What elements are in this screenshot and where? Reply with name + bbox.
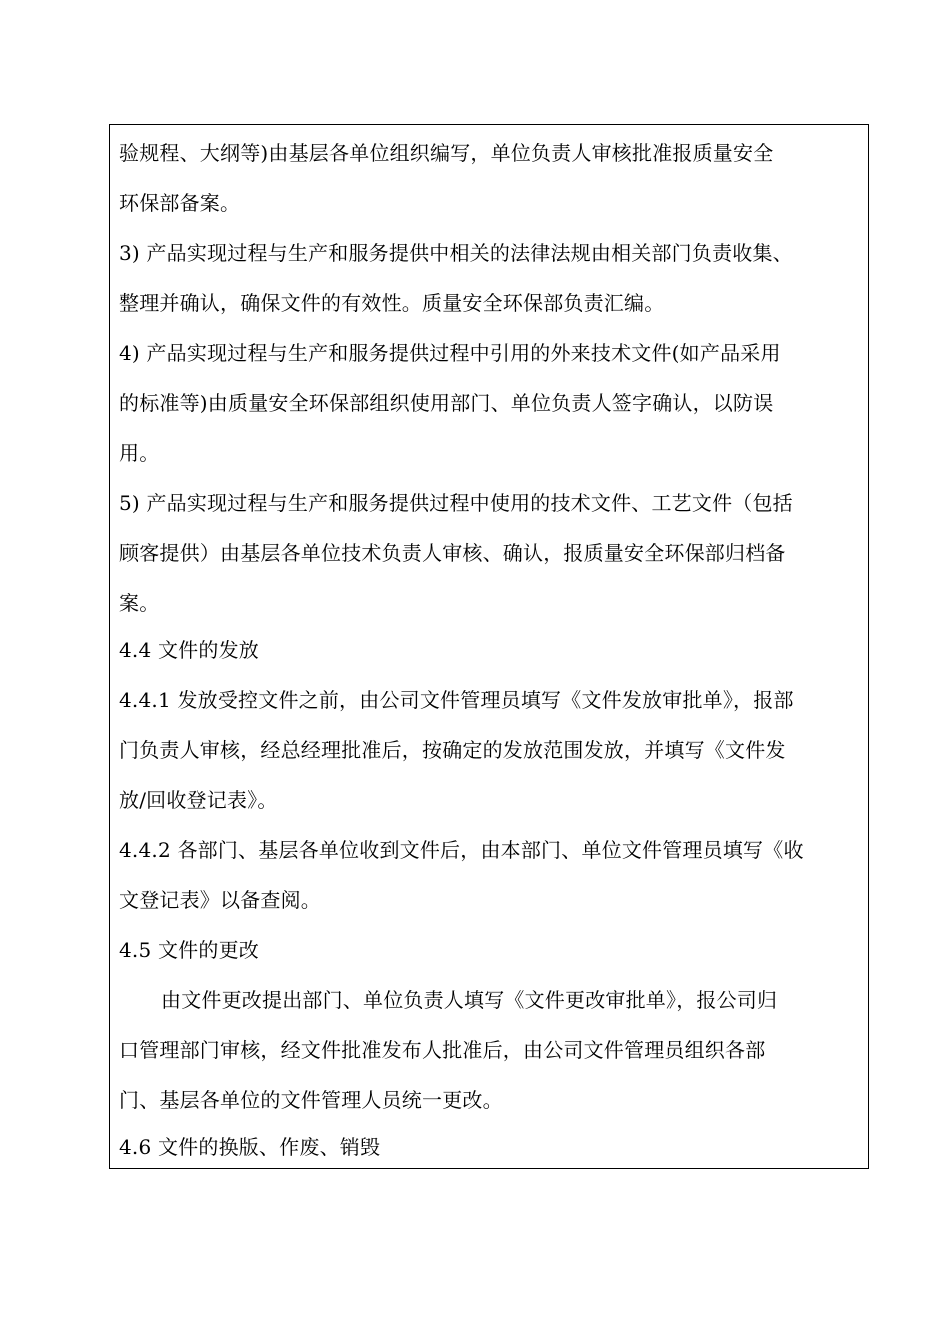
text-line-18: 由文件更改提出部门、单位负责人填写《文件更改审批单》，报公司归 <box>161 988 778 1012</box>
text-line-14: 放/回收登记表》。 <box>119 788 278 812</box>
text-line-12: 4.4.1 发放受控文件之前，由公司文件管理员填写《文件发放审批单》，报部 <box>119 688 794 712</box>
section-heading-4-6: 4.6 文件的换版、作废、销毁 <box>119 1135 381 1159</box>
text-line-3: 3) 产品实现过程与生产和服务提供中相关的法律法规由相关部门负责收集、 <box>119 241 793 265</box>
text-line-13: 门负责人审核，经总经理批准后，按确定的发放范围发放，并填写《文件发 <box>119 738 786 762</box>
text-line-16: 文登记表》以备查阅。 <box>119 888 321 912</box>
text-line-19: 口管理部门审核，经文件批准发布人批准后，由公司文件管理员组织各部 <box>119 1038 766 1062</box>
text-line-4: 整理并确认，确保文件的有效性。质量安全环保部负责汇编。 <box>119 291 665 315</box>
text-line-5: 4) 产品实现过程与生产和服务提供过程中引用的外来技术文件(如产品采用 <box>119 341 781 365</box>
text-line-1: 验规程、大纲等)由基层各单位组织编写，单位负责人审核批准报质量安全 <box>119 141 774 165</box>
text-line-8: 5) 产品实现过程与生产和服务提供过程中使用的技术文件、工艺文件（包括 <box>119 491 793 515</box>
text-line-6: 的标准等)由质量安全环保部组织使用部门、单位负责人签字确认，以防误 <box>119 391 774 415</box>
text-line-10: 案。 <box>119 591 160 615</box>
section-heading-4-5: 4.5 文件的更改 <box>119 938 259 962</box>
text-line-20: 门、基层各单位的文件管理人员统一更改。 <box>119 1088 503 1112</box>
text-line-9: 顾客提供）由基层各单位技术负责人审核、确认，报质量安全环保部归档备 <box>119 541 786 565</box>
text-line-7: 用。 <box>119 441 160 465</box>
text-line-15: 4.4.2 各部门、基层各单位收到文件后，由本部门、单位文件管理员填写《收 <box>119 838 804 862</box>
section-heading-4-4: 4.4 文件的发放 <box>119 638 259 662</box>
text-line-2: 环保部备案。 <box>119 191 241 215</box>
document-content-box <box>109 124 869 1169</box>
